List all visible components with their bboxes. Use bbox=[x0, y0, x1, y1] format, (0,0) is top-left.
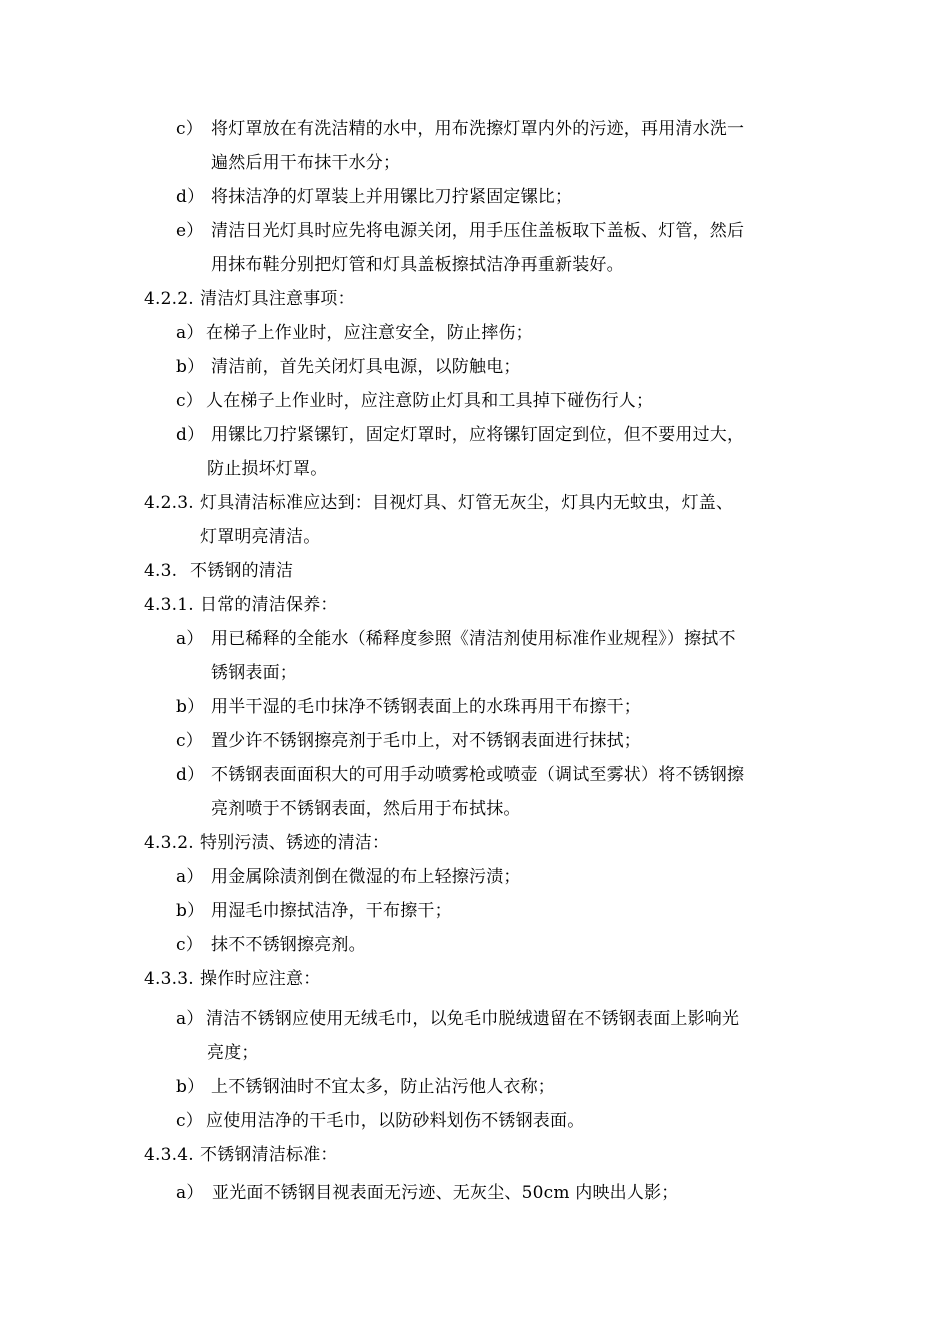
section-heading bbox=[144, 559, 293, 583]
item-marker: c） bbox=[176, 1111, 203, 1131]
item-text: 上不锈钢油时不宜太多，防止沾污他人衣称； bbox=[211, 1077, 555, 1097]
item-text: 置少许不锈钢擦亮剂于毛巾上，对不锈钢表面进行抹拭； bbox=[211, 731, 641, 751]
item-marker: c） bbox=[176, 119, 203, 139]
item-text: 抹不不锈钢擦亮剂。 bbox=[211, 935, 366, 955]
item-marker: d） bbox=[176, 765, 205, 785]
item-text: 清洁不锈钢应使用无绒毛巾，以免毛巾脱绒遗留在不锈钢表面上影响光 bbox=[206, 1009, 740, 1029]
item-text: 用金属除渍剂倒在微湿的布上轻擦污渍； bbox=[211, 867, 521, 887]
list-item bbox=[176, 185, 572, 209]
item-text: 人在梯子上作业时，应注意防止灯具和工具掉下碰伤行人； bbox=[206, 391, 654, 411]
list-item-continuation bbox=[211, 797, 521, 821]
item-marker: d） bbox=[176, 187, 205, 207]
item-text: 应使用洁净的干毛巾，以防砂料划伤不锈钢表面。 bbox=[206, 1111, 585, 1131]
list-item bbox=[176, 389, 653, 413]
list-item bbox=[176, 627, 736, 651]
item-marker: c） bbox=[176, 391, 203, 411]
list-item bbox=[176, 117, 744, 141]
section-heading bbox=[144, 967, 320, 991]
section-number: 4.2.2. bbox=[144, 289, 194, 309]
item-text: 不锈钢表面面积大的可用手动喷雾枪或喷壶（调试至雾状）将不锈钢擦 bbox=[211, 765, 745, 785]
section-title: 特别污渍、锈迹的清洁： bbox=[200, 833, 390, 853]
item-marker: c） bbox=[176, 731, 203, 751]
section-heading bbox=[144, 491, 733, 515]
list-item bbox=[176, 1109, 584, 1133]
section-title: 日常的清洁保养： bbox=[200, 595, 338, 615]
list-item bbox=[176, 355, 521, 379]
section-continuation bbox=[200, 525, 320, 549]
section-number: 4.3.4. bbox=[144, 1145, 194, 1165]
list-item bbox=[176, 1007, 739, 1031]
item-text: 将抹洁净的灯罩装上并用镙比刀拧紧固定镙比； bbox=[211, 187, 573, 207]
item-text: 在梯子上作业时，应注意安全，防止摔伤； bbox=[206, 323, 533, 343]
section-number: 4.3.2. bbox=[144, 833, 194, 853]
list-item bbox=[176, 219, 744, 243]
item-text: 亮度； bbox=[207, 1043, 259, 1063]
section-title: 清洁灯具注意事项： bbox=[200, 289, 355, 309]
list-item bbox=[176, 1075, 555, 1099]
item-text: 用已稀释的全能水（稀释度参照《清洁剂使用标准作业规程》）擦拭不 bbox=[211, 629, 736, 649]
item-text: 用抹布鞋分别把灯管和灯具盖板擦拭洁净再重新装好。 bbox=[211, 255, 624, 275]
item-text: 用湿毛巾擦拭洁净，干布擦干； bbox=[211, 901, 452, 921]
list-item bbox=[176, 933, 366, 957]
list-item bbox=[176, 321, 533, 345]
list-item bbox=[176, 423, 744, 447]
item-text: 锈钢表面； bbox=[211, 663, 297, 683]
section-title: 不锈钢清洁标准： bbox=[200, 1145, 338, 1165]
item-marker: a） bbox=[176, 1183, 204, 1203]
item-marker: b） bbox=[176, 901, 205, 921]
item-text: 将灯罩放在有洗洁精的水中，用布洗擦灯罩内外的污迹，再用清水洗一 bbox=[211, 119, 745, 139]
item-text: 遍然后用干布抹干水分； bbox=[211, 153, 401, 173]
list-item bbox=[176, 1181, 678, 1205]
section-number: 4.3. bbox=[144, 561, 178, 581]
item-marker: a） bbox=[176, 867, 204, 887]
section-number: 4.3.3. bbox=[144, 969, 194, 989]
section-heading bbox=[144, 1143, 338, 1167]
item-text: 用半干湿的毛巾抹净不锈钢表面上的水珠再用干布擦干； bbox=[211, 697, 641, 717]
item-text: 用镙比刀拧紧镙钉，固定灯罩时，应将镙钉固定到位，但不要用过大， bbox=[211, 425, 745, 445]
section-text: 灯罩明亮清洁。 bbox=[200, 527, 321, 547]
item-marker: b） bbox=[176, 1077, 205, 1097]
item-text: 清洁日光灯具时应先将电源关闭，用手压住盖板取下盖板、灯管，然后 bbox=[211, 221, 745, 241]
section-title: 操作时应注意： bbox=[200, 969, 321, 989]
section-heading bbox=[144, 831, 389, 855]
section-title: 灯具清洁标准应达到：目视灯具、灯管无灰尘，灯具内无蚊虫，灯盖、 bbox=[200, 493, 734, 513]
list-item bbox=[176, 899, 452, 923]
item-marker: a） bbox=[176, 1009, 204, 1029]
section-number: 4.2.3. bbox=[144, 493, 194, 513]
item-text: 清洁前，首先关闭灯具电源，以防触电； bbox=[211, 357, 521, 377]
item-marker: a） bbox=[176, 323, 204, 343]
item-marker: b） bbox=[176, 697, 205, 717]
item-marker: c） bbox=[176, 935, 203, 955]
list-item bbox=[176, 729, 641, 753]
section-heading bbox=[144, 593, 338, 617]
section-heading bbox=[144, 287, 355, 311]
section-title: 不锈钢的清洁 bbox=[190, 561, 294, 581]
list-item-continuation bbox=[207, 1041, 259, 1065]
item-marker: b） bbox=[176, 357, 205, 377]
list-item-continuation bbox=[211, 151, 400, 175]
item-marker: a） bbox=[176, 629, 204, 649]
item-text: 亚光面不锈钢目视表面无污迹、无灰尘、50cm 内映出人影； bbox=[212, 1183, 679, 1203]
section-number: 4.3.1. bbox=[144, 595, 194, 615]
item-text: 亮剂喷于不锈钢表面，然后用于布拭抹。 bbox=[211, 799, 521, 819]
list-item bbox=[176, 695, 641, 719]
item-marker: e） bbox=[176, 221, 204, 241]
list-item-continuation bbox=[211, 253, 624, 277]
list-item bbox=[176, 763, 744, 787]
item-marker: d） bbox=[176, 425, 205, 445]
list-item-continuation bbox=[211, 661, 297, 685]
list-item bbox=[176, 865, 521, 889]
item-text: 防止损坏灯罩。 bbox=[207, 459, 328, 479]
list-item-continuation bbox=[207, 457, 327, 481]
